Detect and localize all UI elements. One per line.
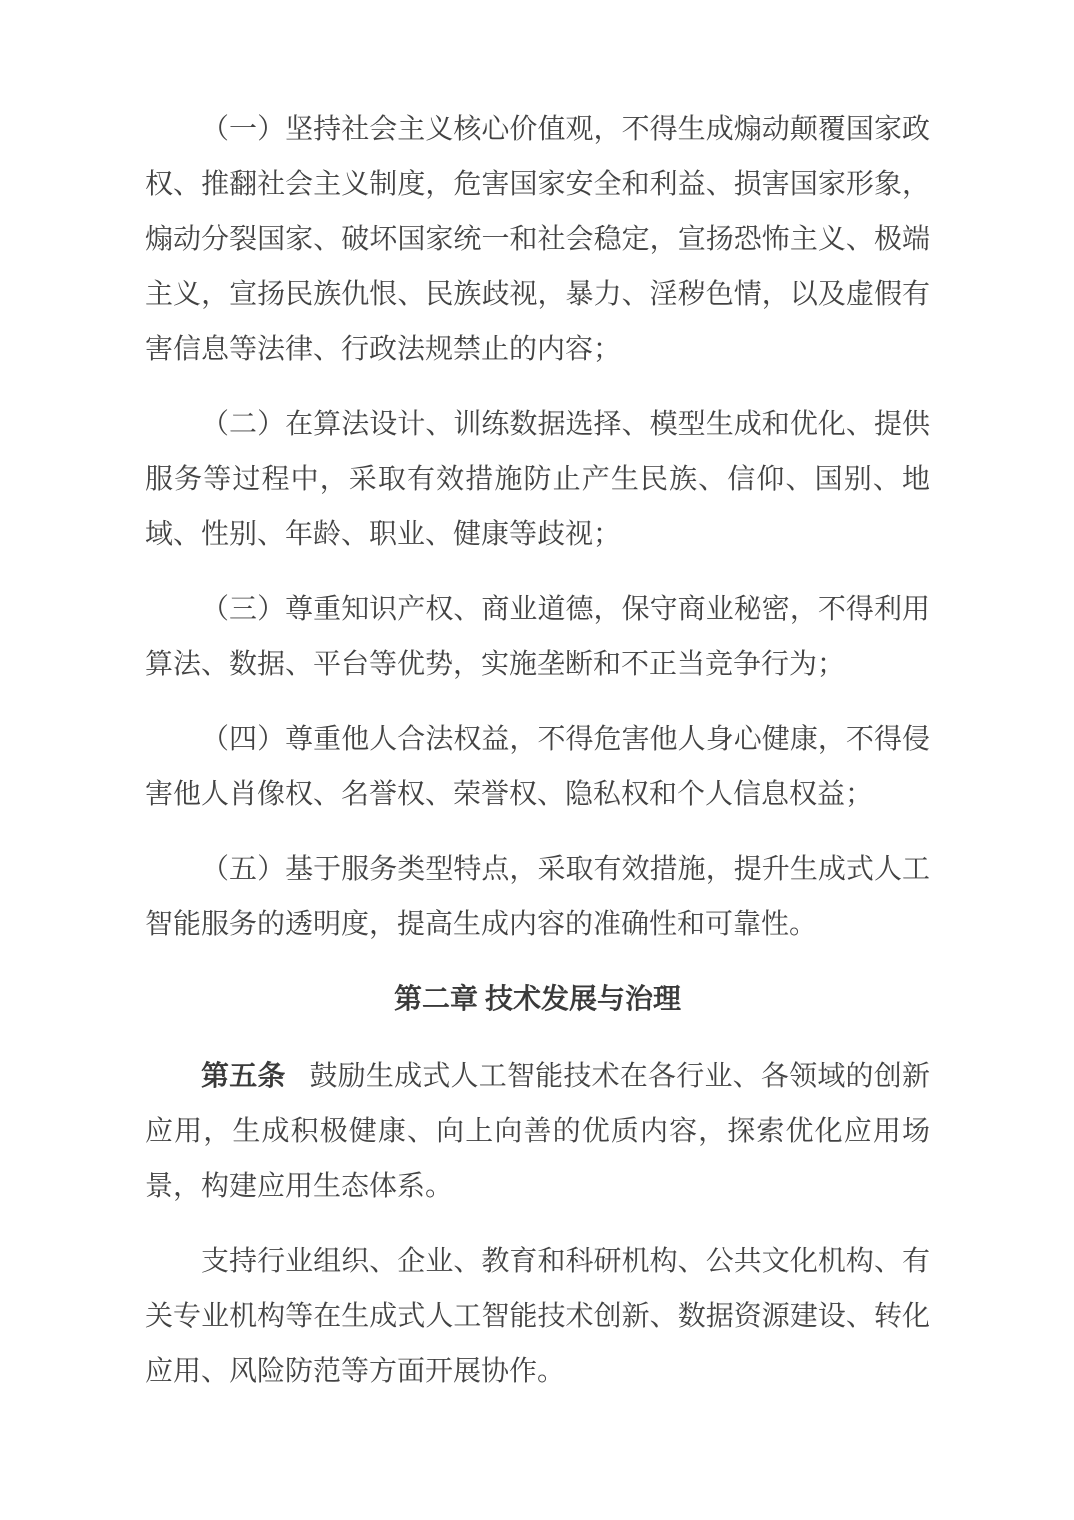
article-paragraph bbox=[145, 1049, 930, 1214]
clause-item-3: （三）尊重知识产权、商业道德，保守商业秘密，不得利用算法、数据、平台等优势，实施垄断和不正当竞争行为； bbox=[145, 594, 930, 680]
article-number: 第五条 bbox=[201, 1061, 286, 1092]
closing-paragraph: 支持行业组织、企业、教育和科研机构、公共文化机构、有关专业机构等在生成式人工智能技术创新、数据资源建设、转化应用、风险防范等方面开展协作。 bbox=[145, 1246, 930, 1387]
clause-item-4: （四）尊重他人合法权益，不得危害他人身心健康，不得侵害他人肖像权、名誉权、荣誉权、隐私权和个人信息权益； bbox=[145, 724, 930, 810]
clause-item-1: （一）坚持社会主义核心价值观，不得生成煽动颠覆国家政权、推翻社会主义制度，危害国家安全和利益、损害国家形象，煽动分裂国家、破坏国家统一和社会稳定，宣扬恐怖主义、极端主义，宣扬民族仇恨、民族歧视，暴力、淫秽色情，以及虚假有害信息等法律、行政法规禁止的内容； bbox=[145, 114, 930, 365]
clause-item-2: （二）在算法设计、训练数据选择、模型生成和优化、提供服务等过程中，采取有效措施防止产生民族、信仰、国别、地域、性别、年龄、职业、健康等歧视； bbox=[145, 409, 930, 550]
clause-item-5: （五）基于服务类型特点，采取有效措施，提升生成式人工智能服务的透明度，提高生成内容的准确性和可靠性。 bbox=[145, 854, 930, 940]
chapter-heading: 第二章 技术发展与治理 bbox=[393, 984, 681, 1015]
article-text: 鼓励生成式人工智能技术在各行业、各领域的创新应用，生成积极健康、向上向善的优质内容，探索优化应用场景，构建应用生态体系。 bbox=[145, 1061, 930, 1202]
